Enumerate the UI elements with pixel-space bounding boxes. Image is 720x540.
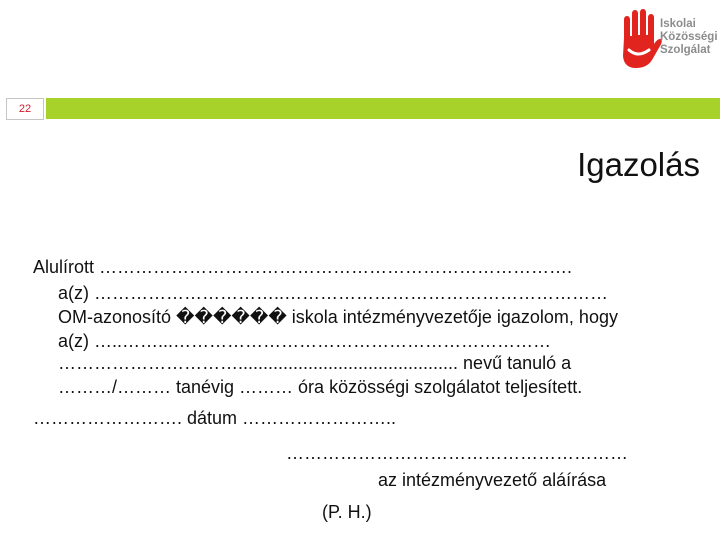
logo-text: [660, 18, 718, 57]
stamp-label: (P. H.): [322, 502, 372, 522]
page-title: [0, 146, 700, 184]
text-line-7: ……………………. dátum ……………………..: [33, 408, 397, 428]
text-line-4: a(z) …..……...………………………………………………………: [58, 331, 552, 351]
text-line-3: OM-azonosító ������ iskola intézményvezetője igazolom, hogy: [58, 307, 618, 327]
signature-dots: …………………………………………………: [286, 443, 628, 463]
signature-label: az intézményvezető aláírása: [378, 470, 607, 490]
text-line-6: ………/……… tanévig ……… óra közösségi szolgálatot teljesített.: [58, 377, 583, 397]
logo-line-2: Közösségi: [660, 31, 718, 43]
logo-line-3: Szolgálat: [660, 44, 711, 56]
text-line-5: …………………………............................................ nevű tanuló a: [58, 353, 572, 373]
hand-icon: [616, 8, 664, 70]
header-bar: [46, 98, 720, 119]
logo: [614, 6, 718, 70]
title-text: Igazolás: [577, 146, 700, 183]
slide-number: 22: [6, 98, 44, 120]
logo-line-1: Iskolai: [660, 18, 696, 30]
text-line-2: a(z) …………………………..………………………………………………: [58, 283, 609, 303]
text-line-1: Alulírott …………………………………………………………………….: [33, 257, 573, 277]
